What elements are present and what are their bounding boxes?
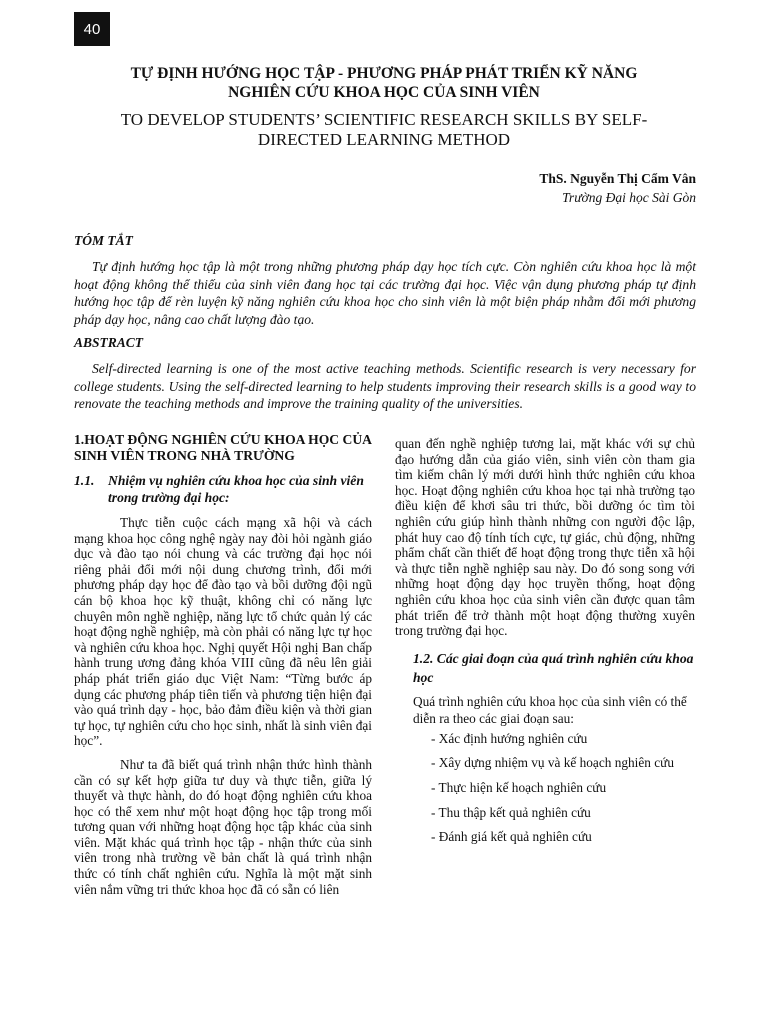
paragraph-2: Như ta đã biết quá trình nhận thức hình thành cần có sự kết hợp giữa tư duy và thực tiễn, giữa lý thuyết và thực hành, do đó hoạt động nghiên cứu khoa học có thể xem như một hoạt động học tập trong mối tương quan với những hoạt động học tập khác của sinh viên. Mặt khác quá trình học tập - nhận thức của sinh viên trong nhà trường về bản chất là quá trình nhận thức có tính chất nghiên cứu. Nghĩa là một mặt sinh viên nắm vững tri thức khoa học đã có sẵn có liên bbox=[74, 756, 372, 897]
list-item: - Thu thập kết quả nghiên cứu bbox=[431, 804, 591, 820]
list-item: - Thực hiện kế hoạch nghiên cứu bbox=[431, 779, 607, 795]
paragraph-3: quan đến nghề nghiệp tương lai, mặt khác với sự chủ đạo hướng dẫn của giáo viên, sinh viên còn tham gia tìm kiếm chân lý mới dưới hình thức nghiên cứu khoa học. Hoạt động nghiên cứu khoa học tại nhà trường tạo điều kiện để khơi sâu tri thức, bồi dưỡng óc tìm tòi nghiên cứu giúp hình thành những con người độc lập, phát huy cao độ tính tích cực, tự giác, chủ động, những phẩm chất cần thiết để hoạt động trong thực tiễn xã hội và thực tiễn nghề nghiệp sau này. Do đó song song với những hoạt động dạy học truyền thống, hoạt động nghiên cứu khoa học của sinh viên cần được quan tâm phát triển để trở thành một hoạt động thường xuyên trong trường đại học. bbox=[395, 436, 695, 639]
summary-text: Tự định hướng học tập là một trong những phương pháp dạy học tích cực. Còn nghiên cứu khoa học là một hoạt động không thể thiếu của sinh viên đang học tại các trường đại học. Việc vận dụng phương pháp tự định hướng học tập để rèn luyện kỹ năng nghiên cứu khoa học cho sinh viên là một biện pháp nhằm đổi mới phương pháp dạy học, nâng cao chất lượng đào tạo. bbox=[74, 259, 696, 327]
abstract-text: Self-directed learning is one of the most active teaching methods. Scientific research is very necessary for college students. Using the self-directed learning to help students improving their research skills is a good way to renovate the teaching methods and improve the training quality of the universities. bbox=[74, 361, 696, 411]
subsection-1-2-heading: 1.2. Các giai đoạn của quá trình nghiên cứu khoa học bbox=[413, 650, 694, 685]
subsection-1-1-heading bbox=[74, 472, 372, 506]
summary-heading: TÓM TẮT bbox=[74, 233, 133, 248]
author-affiliation: Trường Đại học Sài Gòn bbox=[562, 190, 696, 205]
title-vietnamese: TỰ ĐỊNH HƯỚNG HỌC TẬP - PHƯƠNG PHÁP PHÁT TRIỂN KỸ NĂNG NGHIÊN CỨU KHOA HỌC CỦA SINH VIÊN bbox=[130, 65, 638, 101]
title-english: TO DEVELOP STUDENTS’ SCIENTIFIC RESEARCH SKILLS BY SELF- DIRECTED LEARNING METHOD bbox=[120, 110, 648, 149]
author-name: ThS. Nguyễn Thị Cẩm Vân bbox=[539, 171, 696, 186]
subsection-1-1-number: 1.1. bbox=[74, 473, 95, 488]
paragraph-4: Quá trình nghiên cứu khoa học của sinh viên có thể diễn ra theo các giai đoạn sau: bbox=[413, 693, 687, 726]
paragraph-1: Thực tiễn cuộc cách mạng xã hội và cách mạng khoa học công nghệ ngày nay đòi hỏi ngành giáo dục và đào tạo nói chung và các trường đại học nói riêng phải đổi mới nội dung chương trình, đổi mới phương pháp dạy học để đào tạo và bồi dưỡng đội ngũ cán bộ khoa học kỹ thuật, không chỉ có năng lực chuyên môn nghề nghiệp, năng lực tổ chức quản lý các hoạt động nghề nghiệp, mà còn phải có năng lực tự học và nghiên cứu khoa học. Nghị quyết Hội nghị Ban chấp hành trung ương đảng khóa VIII cũng đã nêu lên giải pháp phát triển giáo dục Việt Nam: “Từng bước áp dụng các phương pháp tiên tiến và phương tiện hiện đại vào quá trình dạy - học, bảo đảm điều kiện và thời gian tự học, tự nghiên cứu cho học sinh, nhất là sinh viên đại học”. bbox=[74, 515, 372, 749]
abstract-heading: ABSTRACT bbox=[74, 335, 144, 350]
page-number: 40 bbox=[74, 12, 110, 46]
list-item: - Xây dựng nhiệm vụ và kế hoạch nghiên cứu bbox=[431, 755, 674, 771]
author-block bbox=[539, 169, 696, 207]
list-item: - Xác định hướng nghiên cứu bbox=[431, 730, 588, 746]
right-column bbox=[395, 436, 695, 854]
section-1-heading: 1.HOẠT ĐỘNG NGHIÊN CỨU KHOA HỌC CỦA SINH VIÊN TRONG NHÀ TRƯỜNG bbox=[74, 432, 372, 463]
left-column bbox=[74, 432, 372, 905]
subsection-1-1-title: Nhiệm vụ nghiên cứu khoa học của sinh viên trong trường đại học: bbox=[108, 473, 364, 505]
list-item: - Đánh giá kết quả nghiên cứu bbox=[431, 829, 592, 845]
